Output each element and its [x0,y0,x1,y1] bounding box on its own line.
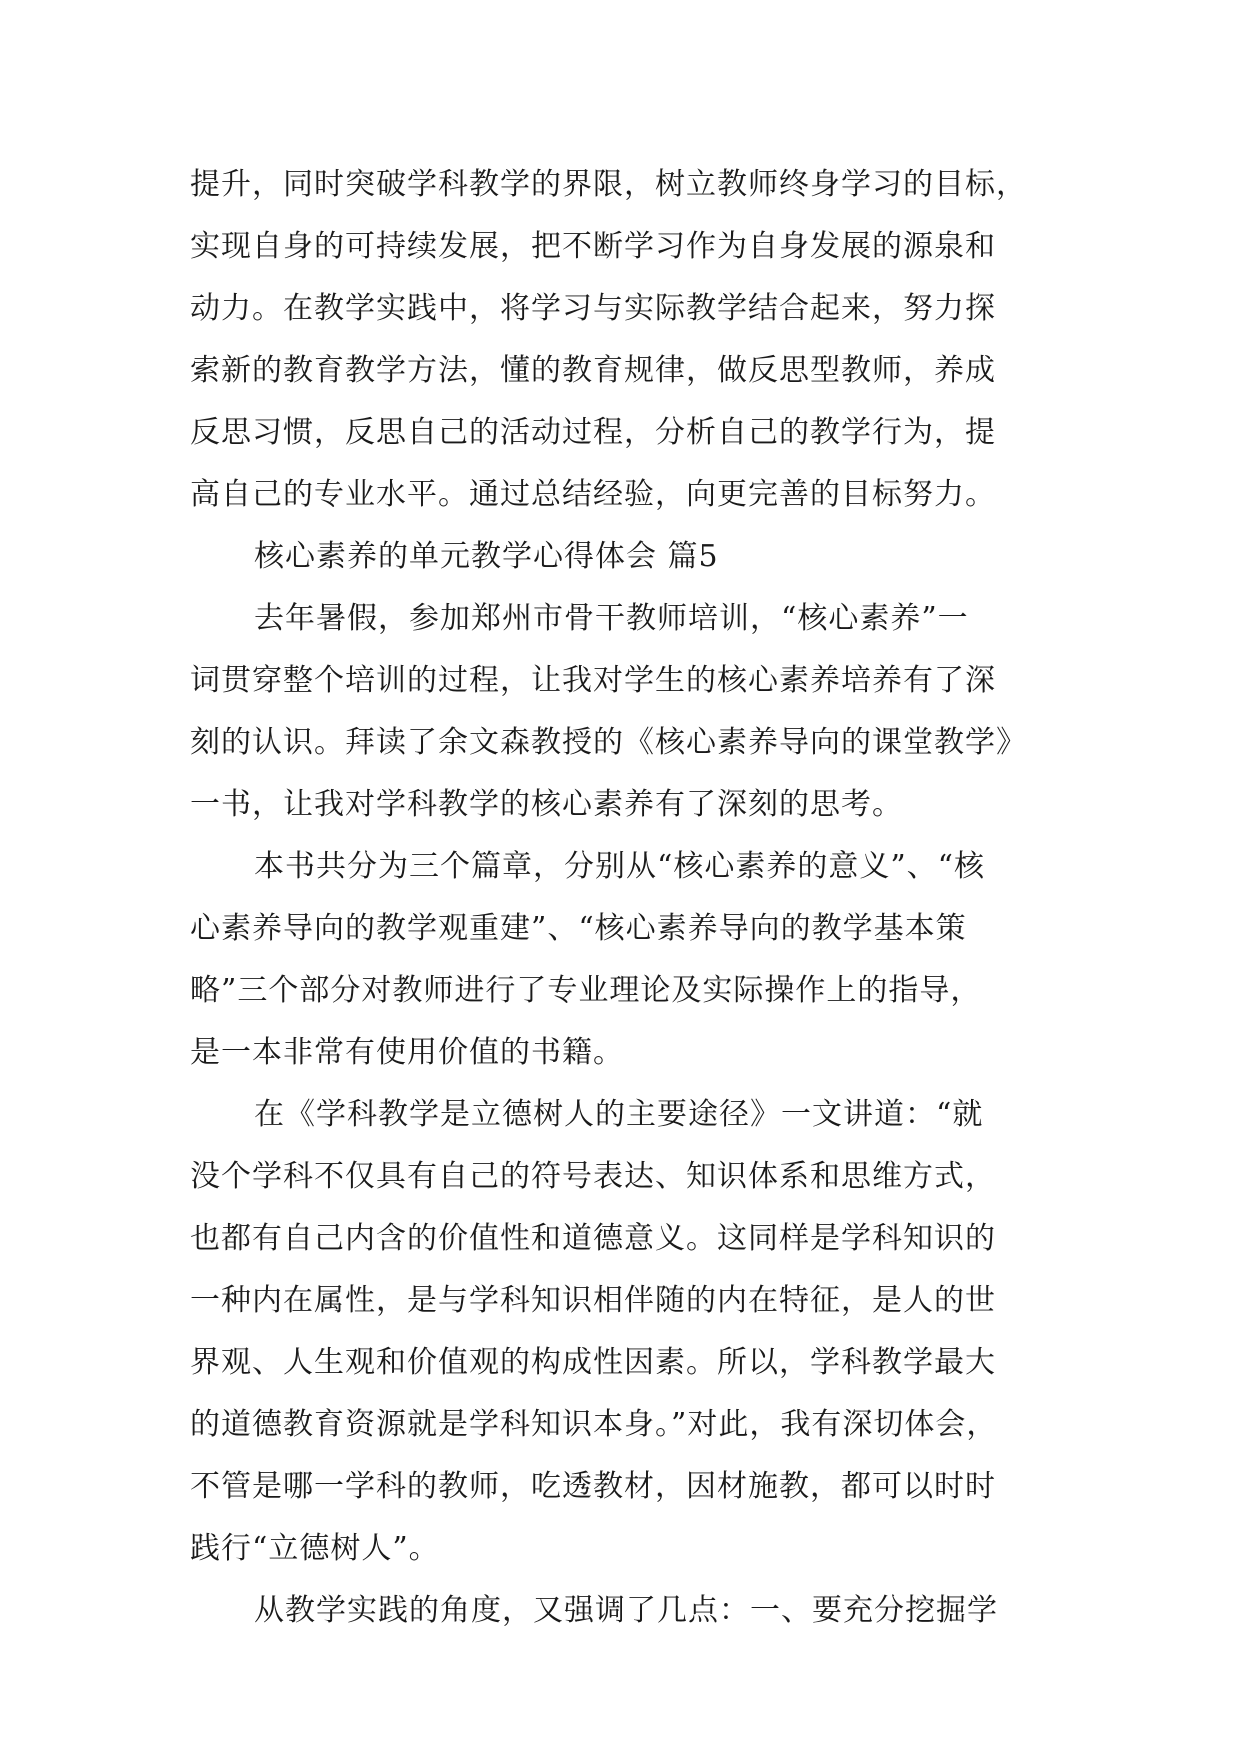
text-line: 的道德教育资源就是学科知识本身。”对此，我有深切体会， [190,1407,998,1442]
text-line: 提升，同时突破学科教学的界限，树立教师终身学习的目标， [190,167,1027,202]
text-line: 是一本非常有使用价值的书籍。 [190,1035,624,1070]
text-line: 心素养导向的教学观重建”、“核心素养导向的教学基本策 [190,911,967,946]
section-heading: 核心素养的单元教学心得体会 篇5 [254,539,719,574]
text-line: 界观、人生观和价值观的构成性因素。所以，学科教学最大 [190,1345,996,1380]
text-line: 实现自身的可持续发展，把不断学习作为自身发展的源泉和 [190,229,996,264]
text-line: 一种内在属性，是与学科知识相伴随的内在特征，是人的世 [190,1283,996,1318]
text-line: 没个学科不仅具有自己的符号表达、知识体系和思维方式， [190,1159,996,1194]
text-line: 不管是哪一学科的教师，吃透教材，因材施教，都可以时时 [190,1469,996,1504]
text-line: 词贯穿整个培训的过程，让我对学生的核心素养培养有了深 [190,663,996,698]
text-line: 也都有自己内含的价值性和道德意义。这同样是学科知识的 [190,1221,996,1256]
text-line: 高自己的专业水平。通过总结经验，向更完善的目标努力。 [190,477,996,512]
text-line: 刻的认识。拜读了余文森教授的《核心素养导向的课堂教学》 [190,725,1027,760]
text-line: 从教学实践的角度，又强调了几点：一、要充分挖掘学 [254,1593,998,1628]
text-line: 去年暑假，参加郑州市骨干教师培训，“核心素养”一 [254,601,969,636]
text-line: 践行“立德树人”。 [190,1531,440,1566]
document-body [190,154,1052,1642]
text-line: 略”三个部分对教师进行了专业理论及实际操作上的指导， [190,973,982,1008]
text-line: 一书，让我对学科教学的核心素养有了深刻的思考。 [190,787,903,822]
text-line: 索新的教育教学方法，懂的教育规律，做反思型教师，养成 [190,353,996,388]
text-line: 反思习惯，反思自己的活动过程，分析自己的教学行为，提 [190,415,996,450]
text-line: 本书共分为三个篇章，分别从“核心素养的意义”、“核 [254,849,986,884]
text-line: 在《学科教学是立德树人的主要途径》一文讲道：“就 [254,1097,984,1132]
text-line: 动力。在教学实践中，将学习与实际教学结合起来，努力探 [190,291,996,326]
